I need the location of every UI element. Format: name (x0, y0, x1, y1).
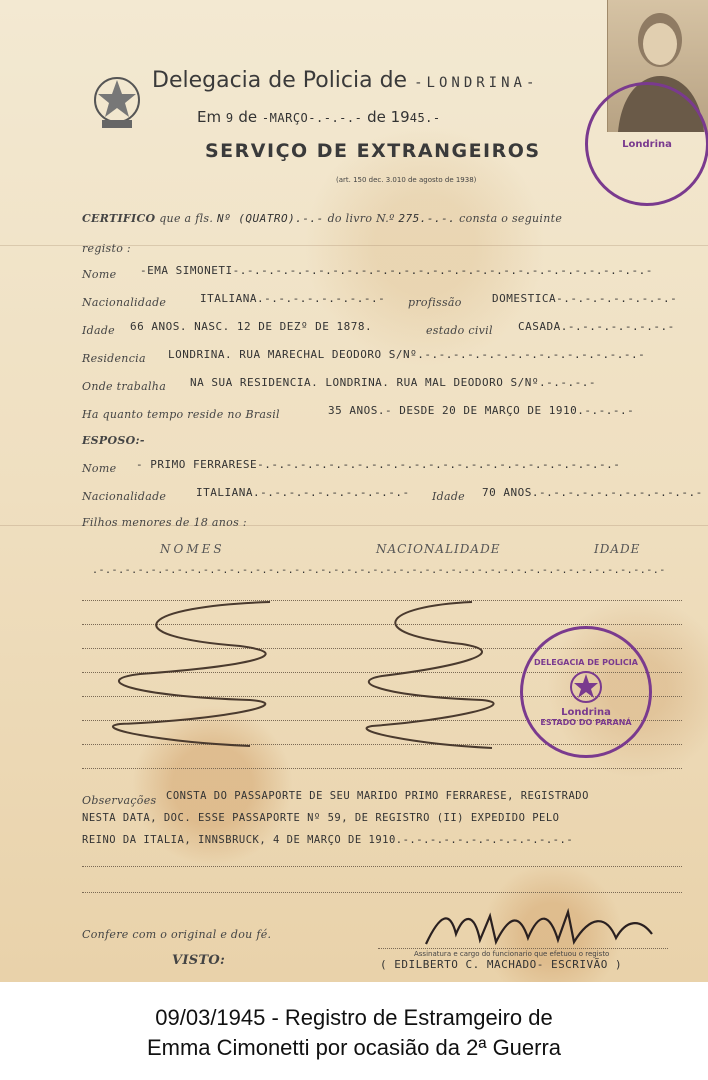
field-tempo-brasil-value: 35 ANOS.- DESDE 20 DE MARÇO DE 1910.-.-.-.- (328, 404, 635, 417)
signer-name: ( EDILBERTO C. MACHADO- ESCRIVÃO ) (380, 958, 623, 971)
caption-line-1: 09/03/1945 - Registro de Estramgeiro de (155, 1005, 553, 1030)
image-caption (0, 1003, 708, 1063)
spouse-name-label: Nome (82, 462, 117, 475)
signature-icon (420, 904, 660, 954)
field-profissao: profissão (408, 296, 462, 309)
spouse-name-value: - PRIMO FERRARESE-.-.-.-.-.-.-.-.-.-.-.-.-.-.-.-.-.-.-.-.-.-.-.-.-.- (136, 458, 621, 471)
observations-line-1: CONSTA DO PASSAPORTE DE SEU MARIDO PRIMO FERRARESE, REGISTRADO (166, 790, 589, 802)
column-idade: IDADE (594, 542, 641, 556)
certifico-line: CERTIFICO que a fls. Nº (QUATRO).-.- do livro N.º 275.-.-. consta o seguinte (82, 212, 563, 225)
spouse-heading: ESPOSO:- (82, 434, 145, 447)
date-line: Em 9 de -MARÇO-.-.-.- de 1945.- (197, 108, 441, 126)
caption-line-2: Emma Cimonetti por ocasião da 2ª Guerra (146, 1035, 562, 1060)
column-nacionalidade: NACIONALIDADE (376, 542, 501, 556)
field-onde-trabalha-value: NA SUA RESIDENCIA. LONDRINA. RUA MAL DEODORO S/Nº.-.-.-.- (190, 376, 596, 389)
field-nacionalidade-value: ITALIANA.-.-.-.-.-.-.-.-.- (200, 292, 386, 305)
children-label: Filhos menores de 18 anos : (82, 516, 247, 529)
registo-label: registo : (82, 242, 131, 255)
observations-label: Observações (82, 794, 157, 807)
confere-text: Confere com o original e dou fé. (82, 928, 272, 941)
spouse-nationality-label: Nacionalidade (82, 490, 167, 503)
field-profissao-value: DOMESTICA-.-.-.-.-.-.-.-.- (492, 292, 678, 305)
field-residencia: Residencia (82, 352, 146, 365)
field-idade: Idade (82, 324, 115, 337)
observations-line-3: REINO DA ITALIA, INNSBRUCK, 4 DE MARÇO DE 1910.-.-.-.-.-.-.-.-.-.-.-.-.- (82, 834, 574, 846)
service-title: SERVIÇO DE EXTRANGEIROS (205, 140, 541, 162)
cancel-scribble-icon (100, 596, 300, 756)
observations-line-2: NESTA DATA, DOC. ESSE PASSAPORTE Nº 59, DE REGISTRO (II) EXPEDIDO PELO (82, 812, 560, 824)
field-onde-trabalha: Onde trabalha (82, 380, 167, 393)
dotted-row (82, 768, 682, 769)
field-estado-civil-value: CASADA.-.-.-.-.-.-.-.- (518, 320, 675, 333)
dotted-row (82, 892, 682, 893)
spouse-nationality-value: ITALIANA.-.-.-.-.-.-.-.-.-.-.- (196, 486, 410, 499)
field-nacionalidade: Nacionalidade (82, 296, 167, 309)
city-value: -LONDRINA- (414, 75, 539, 91)
visto-label: VISTO: (172, 953, 226, 968)
office-title: Delegacia de Policia de -LONDRINA- (152, 68, 539, 93)
spouse-age-value: 70 ANOS.-.-.-.-.-.-.-.-.-.-.-.- (482, 486, 703, 499)
field-idade-value: 66 ANOS. NASC. 12 DE DEZº DE 1878. (130, 320, 373, 333)
field-residencia-value: LONDRINA. RUA MARECHAL DEODORO S/Nº.-.-.-.-.-.-.-.-.-.-.-.-.-.-.-.- (168, 348, 646, 361)
spouse-age-label: Idade (432, 490, 465, 503)
cancel-scribble-icon (352, 596, 522, 756)
field-tempo-brasil: Ha quanto tempo reside no Brasil (82, 408, 280, 421)
signature-caption: Assinatura e cargo do funcionario que efetuou o registo (414, 950, 610, 958)
field-nome-value: -EMA SIMONETI-.-.-.-.-.-.-.-.-.-.-.-.-.-.-.-.-.-.-.-.-.-.-.-.-.-.-.-.-.- (140, 264, 653, 277)
field-estado-civil: estado civil (426, 324, 493, 337)
dotted-row (82, 866, 682, 867)
children-dash-row: .-.-.-.-.-.-.-.-.-.-.-.-.-.-.-.-.-.-.-.-.-.-.-.-.-.-.-.-.-.-.-.-.-.-.-.-.-.-.-.-.-.-.-.- (92, 565, 666, 576)
official-stamp-top: Londrina (585, 82, 708, 206)
field-nome: Nome (82, 268, 117, 281)
signature-line (378, 948, 668, 949)
coat-of-arms-icon (88, 70, 146, 136)
coat-of-arms-icon (566, 667, 606, 707)
column-nomes: NOMES (160, 542, 225, 556)
official-stamp-middle: DELEGACIA DE POLICIA Londrina ESTADO DO PARANÁ (520, 626, 652, 758)
legal-reference: (art. 150 dec. 3.010 de agosto de 1938) (336, 176, 477, 184)
